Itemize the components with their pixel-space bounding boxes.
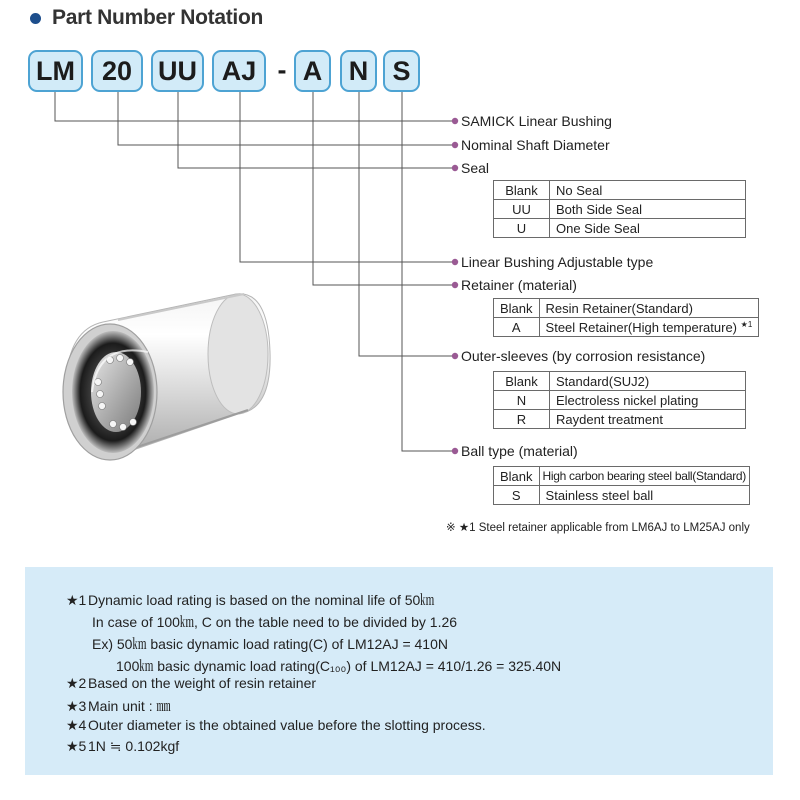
bullet-icon <box>452 142 458 148</box>
bullet-icon <box>452 282 458 288</box>
bullet-icon <box>452 118 458 124</box>
footnote-1-line-3: Ex) 50㎞ basic dynamic load rating(C) of LM12AJ = 410N <box>92 636 448 652</box>
table-row: A Steel Retainer(High temperature) $^{★1}$ <box>494 318 759 337</box>
footnote-3: ★3 Main unit : ㎜ <box>66 698 171 714</box>
label-retainer: Retainer (material) <box>461 277 577 293</box>
code-part-diameter: 20 <box>91 50 143 92</box>
page-title: Part Number Notation <box>52 6 264 29</box>
bullet-icon <box>452 259 458 265</box>
footnote-5: ★5 1N ≒ 0.102kgf <box>66 738 180 754</box>
footnote-2: ★2 Based on the weight of resin retainer <box>66 675 317 691</box>
bullet-icon <box>452 448 458 454</box>
table-row: Blank Resin Retainer(Standard) <box>494 299 759 318</box>
label-linear-bushing: SAMICK Linear Bushing <box>461 113 612 129</box>
code-part-retainer: A <box>294 50 331 92</box>
code-part-lm: LM <box>28 50 83 92</box>
footnote-4: ★4 Outer diameter is the obtained value before the slotting process. <box>66 717 486 733</box>
code-part-adjustable: AJ <box>212 50 266 92</box>
linear-bushing-image <box>58 282 278 472</box>
label-outer-sleeves: Outer-sleeves (by corrosion resistance) <box>461 348 706 364</box>
bullet-icon <box>452 165 458 171</box>
table-row: Blank High carbon bearing steel ball(Standard) <box>494 467 750 486</box>
table-row: Blank No Seal <box>494 181 746 200</box>
table-row: N Electroless nickel plating <box>494 391 746 410</box>
bullet-icon <box>452 353 458 359</box>
footnote-1-line-4: 100㎞ basic dynamic load rating(C₁₀₀) of LM12AJ = 410/1.26 = 325.40N <box>116 658 562 674</box>
ball-type-table <box>493 466 750 505</box>
retainer-table <box>493 298 759 337</box>
label-ball-type: Ball type (material) <box>461 443 578 459</box>
table-row: Blank Standard(SUJ2) <box>494 372 746 391</box>
outer-sleeve-table <box>493 371 746 429</box>
seal-table <box>493 180 746 238</box>
table-row: UU Both Side Seal <box>494 200 746 219</box>
table-row: R Raydent treatment <box>494 410 746 429</box>
code-part-seal: UU <box>151 50 204 92</box>
footnote-mark: ★1 <box>740 319 753 329</box>
code-part-ball: S <box>383 50 420 92</box>
retainer-footnote: ※ ★1 Steel retainer applicable from LM6AJ to LM25AJ only <box>446 522 750 534</box>
label-shaft-diameter: Nominal Shaft Diameter <box>461 137 610 153</box>
code-part-outer-sleeve: N <box>340 50 377 92</box>
footnote-1: ★1 Dynamic load rating is based on the nominal life of 50㎞ <box>66 592 435 608</box>
code-separator: - <box>277 55 287 85</box>
footnote-1-line-2: In case of 100㎞, C on the table need to be divided by 1.26 <box>92 614 458 630</box>
label-seal: Seal <box>461 160 490 176</box>
table-row: S Stainless steel ball <box>494 486 750 505</box>
table-row: U One Side Seal <box>494 219 746 238</box>
label-adjustable: Linear Bushing Adjustable type <box>461 254 654 270</box>
